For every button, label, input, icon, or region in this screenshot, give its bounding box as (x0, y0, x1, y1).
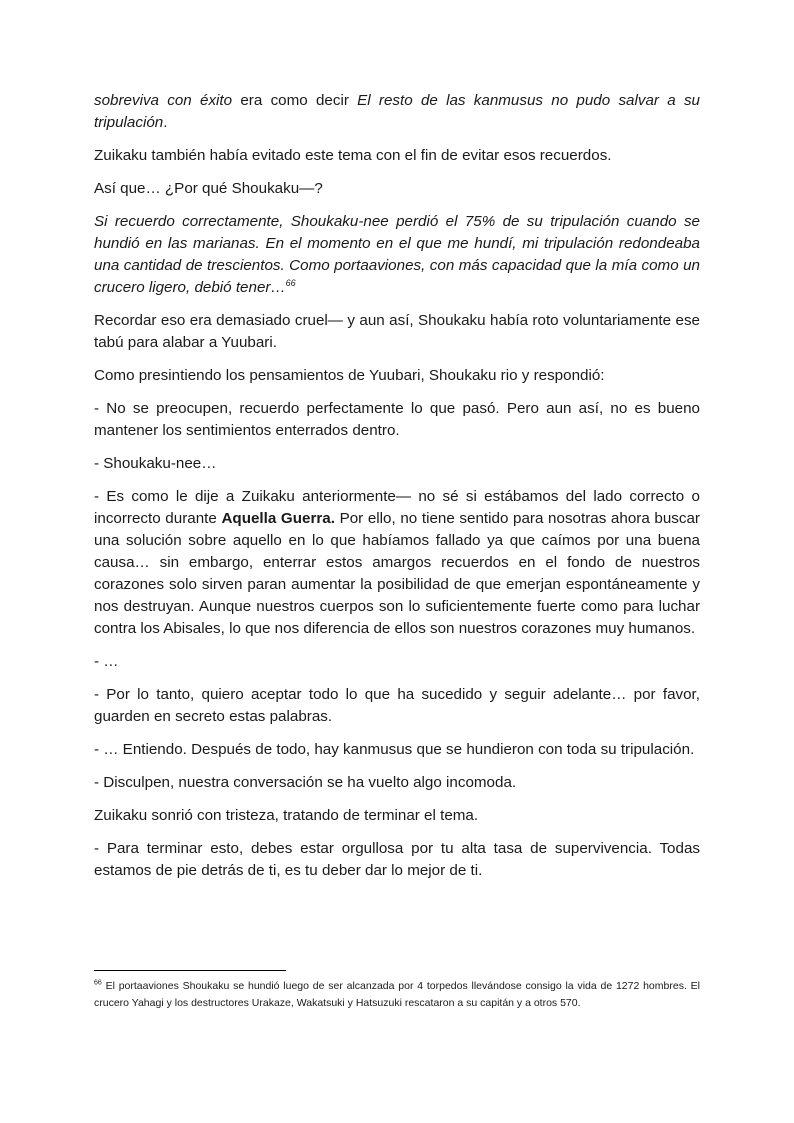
paragraph-1-end: . (163, 114, 168, 131)
footnote-text: El portaaviones Shoukaku se hundió luego de ser alcanzada por 4 torpedos llevándose consigo la vida de 1272 hombres. El crucero Yahagi y los destructores Urakaze, Wakatsuki y Hatsuzuki rescataron a su capitán y a otros 570. (94, 980, 700, 1009)
paragraph-9-post: Por ello, no tiene sentido para nosotras ahora buscar una solución sobre aquello en lo que habíamos fallado ya que caímos por una buena causa… sin embargo, enterrar estos amargos recuerdos en el fondo de nuestros corazones solo sirven paran aumentar la posibilidad de que emerjan espontáneamente y nos destruyan. Aunque nuestros cuerpos son lo suficientemente fuerte como para luchar contra los Abisales, lo que nos diferencia de ellos son nuestros corazones muy humanos. (94, 510, 700, 637)
paragraph-1-text: era como decir (232, 92, 358, 109)
italic-phrase-1: sobreviva con éxito (94, 92, 233, 109)
paragraph-4-text: Si recuerdo correctamente, Shoukaku-nee perdió el 75% de su tripulación cuando se hundió en las marianas. En el momento en el que me hundí, mi tripulación redondeaba una cantidad de trescientos. Como portaaviones, con más capacidad que la mía como un crucero ligero, debió tener… (94, 213, 700, 296)
paragraph-14: Zuikaku sonrió con tristeza, tratando de terminar el tema. (94, 807, 479, 824)
paragraph-3: Así que… ¿Por qué Shoukaku—? (94, 180, 323, 197)
footnote (94, 978, 700, 1012)
paragraph-7: - No se preocupen, recuerdo perfectamente lo que pasó. Pero aun así, no es bueno mantener los sentimientos enterrados dentro. (94, 400, 700, 439)
paragraph-12: - … Entiendo. Después de todo, hay kanmusus que se hundieron con toda su tripulación. (94, 741, 695, 758)
paragraph-11: - Por lo tanto, quiero aceptar todo lo que ha sucedido y seguir adelante… por favor, guarden en secreto estas palabras. (94, 686, 700, 725)
footnote-reference: 66 (285, 277, 296, 288)
paragraph-4-thought (94, 211, 700, 299)
bold-phrase: Aquella Guerra. (221, 510, 335, 527)
paragraph-15: - Para terminar esto, debes estar orgullosa por tu alta tasa de supervivencia. Todas estamos de pie detrás de ti, es tu deber dar lo mejor de ti. (94, 840, 700, 879)
page-body (94, 90, 700, 893)
footnote-divider (94, 970, 286, 971)
paragraph-9-pre: - Es como le dije a Zuikaku anteriormente— no sé si estábamos del lado correcto o incorrecto durante (94, 488, 700, 527)
paragraph-8: - Shoukaku-nee… (94, 455, 217, 472)
paragraph-9 (94, 486, 700, 640)
paragraph-10: - … (94, 653, 119, 670)
footnote-number: 66 (94, 979, 102, 987)
paragraph-6: Como presintiendo los pensamientos de Yuubari, Shoukaku rio y respondió: (94, 367, 605, 384)
paragraph-2: Zuikaku también había evitado este tema con el fin de evitar esos recuerdos. (94, 147, 612, 164)
italic-phrase-2: El resto de las kanmusus no pudo salvar a su tripulación (94, 92, 700, 131)
paragraph-1 (94, 90, 700, 134)
paragraph-5: Recordar eso era demasiado cruel— y aun así, Shoukaku había roto voluntariamente ese tabú para alabar a Yuubari. (94, 312, 700, 351)
paragraph-13: - Disculpen, nuestra conversación se ha vuelto algo incomoda. (94, 774, 517, 791)
